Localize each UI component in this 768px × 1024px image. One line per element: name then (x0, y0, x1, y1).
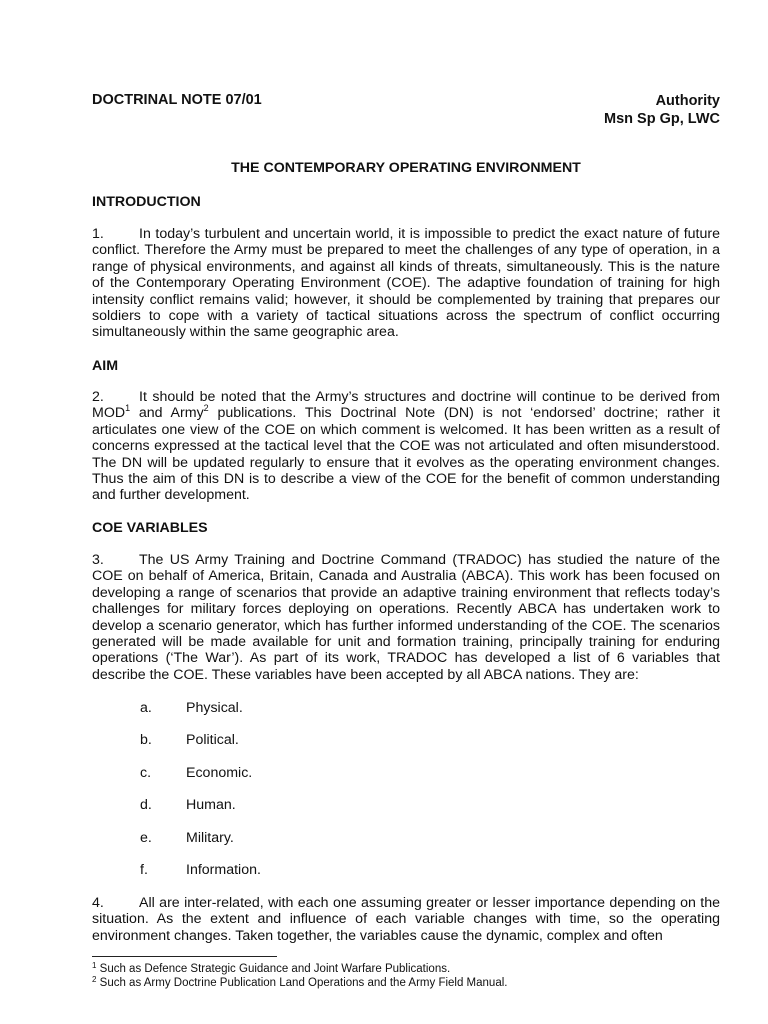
footnote-ref-2[interactable]: 2 (203, 403, 209, 414)
footnote-divider (92, 956, 277, 957)
list-text: Military. (186, 830, 234, 846)
footnote-text: Such as Defence Strategic Guidance and Joint Warfare Publications. (96, 963, 451, 975)
doctrinal-note-id: DOCTRINAL NOTE 07/01 (92, 92, 262, 108)
list-letter: a. (140, 700, 152, 716)
paragraph-text-c: publications. This Doctrinal Note (DN) is not ‘endorsed’ doctrine; rather it articulates one view of the COE on which comment is welcomed. It has been written as a result of concerns expressed at the tactical level that the COE was not articulated and often misunderstood. The DN will be updated regularly to ensure that it evolves as the operating environment changes. Thus the aim of this DN is to describe a view of the COE for the benefit of common understanding and further development. (92, 405, 720, 504)
authority-label: Authority (655, 93, 720, 109)
heading-coe-variables: COE VARIABLES (92, 520, 208, 536)
list-letter: e. (140, 830, 152, 846)
list-text: Economic. (186, 765, 253, 781)
paragraph-number: 1. (92, 226, 104, 242)
paragraph-text-b: and Army (130, 405, 204, 422)
paragraph-number: 4. (92, 895, 104, 911)
footnote-number: 1 (92, 961, 97, 970)
list-text: Political. (186, 732, 239, 748)
heading-introduction: INTRODUCTION (92, 194, 201, 210)
list-item-political (140, 732, 239, 748)
list-item-economic (140, 765, 252, 781)
paragraph-text: The US Army Training and Doctrine Command (TRADOC) has studied the nature of the COE on behalf of America, Britain, Canada and Australia (ABCA). This work has been focused on developing a range of scenarios that provide an adaptive training environment that reflects today’s challenges for military forces deploying on operations. Recently ABCA has undertaken work to develop a scenario generator, which has further informed understanding of the COE. The scenarios generated will be made available for unit and formation training, principally training for enduring operations (‘The War’). As part of its work, TRADOC has developed a list of 6 variables that describe the COE. These variables have been accepted by all ABCA nations. They are: (92, 552, 720, 683)
paragraph-2 (92, 389, 720, 504)
authority-org: Msn Sp Gp, LWC (604, 111, 720, 127)
paragraph-text: All are inter-related, with each one assuming greater or lesser importance depending on the situation. As the extent and influence of each variable changes with time, so the operating environment changes. Taken together, the variables cause the dynamic, complex and often (92, 895, 720, 944)
paragraph-number: 3. (92, 552, 104, 568)
document-header (92, 92, 720, 132)
footnote-ref-1[interactable]: 1 (125, 403, 131, 414)
list-item-physical (140, 700, 243, 716)
list-letter: c. (140, 765, 152, 781)
paragraph-text-a: It should be noted that the Army’s structures and doctrine will continue to be derived from MOD (92, 389, 720, 422)
list-item-military (140, 830, 234, 846)
list-letter: d. (140, 797, 152, 813)
list-letter: b. (140, 732, 152, 748)
paragraph-4 (92, 895, 720, 944)
list-item-information (140, 862, 261, 878)
paragraph-text: In today’s turbulent and uncertain world, it is impossible to predict the exact nature of future conflict. Therefore the Army must be prepared to meet the challenges of any type of operation, in a range of physical environments, and against all kinds of threats, simultaneously. This is the nature of the Contemporary Operating Environment (COE). The adaptive foundation of training for high intensity conflict remains valid; however, it should be complemented by training that prepares our soldiers to cope with a variety of tactical situations across the spectrum of conflict occurring simultaneously within the same geographic area. (92, 226, 720, 341)
list-text: Human. (186, 797, 236, 813)
list-text: Information. (186, 862, 261, 878)
footnote-number: 2 (92, 975, 97, 984)
heading-aim: AIM (92, 358, 119, 374)
authority-block (604, 92, 720, 128)
list-letter: f. (140, 862, 148, 878)
document-title: THE CONTEMPORARY OPERATING ENVIRONMENT (231, 160, 581, 176)
paragraph-number: 2. (92, 389, 104, 405)
footnote-text: Such as Army Doctrine Publication Land Operations and the Army Field Manual. (96, 977, 508, 989)
list-text: Physical. (186, 700, 243, 716)
paragraph-1 (92, 226, 720, 341)
list-item-human (140, 797, 236, 813)
paragraph-3 (92, 552, 720, 683)
footnote-1 (92, 963, 450, 976)
footnote-2 (92, 977, 507, 990)
